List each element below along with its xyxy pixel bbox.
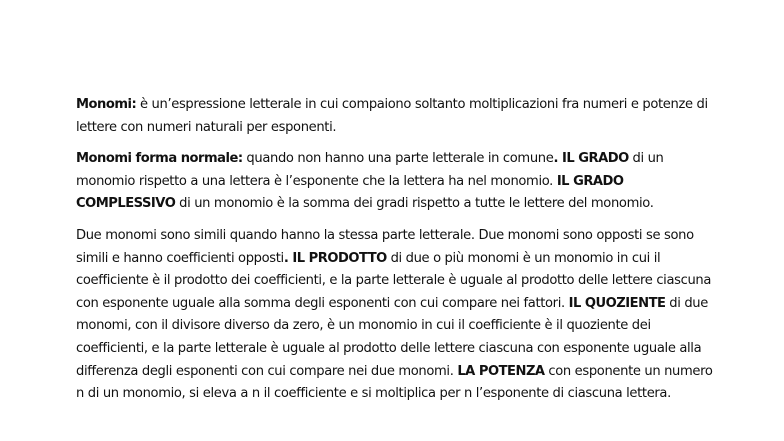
term-il-grado-complessivo: IL GRADO COMPLESSIVO	[76, 173, 624, 212]
document-body	[76, 94, 716, 415]
text-segment: quando non hanno una parte letterale in comune	[242, 151, 554, 167]
paragraph-forma-normale	[76, 148, 716, 216]
term-il-prodotto: . IL PRODOTTO	[283, 250, 387, 266]
term-il-quoziente: IL QUOZIENTE	[568, 295, 666, 311]
paragraph-monomi	[76, 94, 716, 139]
term-monomi: Monomi:	[76, 97, 137, 112]
term-la-potenza: LA POTENZA	[457, 363, 545, 379]
term-monomi-forma-normale: Monomi forma normale:	[76, 151, 243, 167]
definition-monomi: è un’espressione letterale in cui compaiono soltanto moltiplicazioni fra numeri e potenze di lettere con numeri naturali per esponenti.	[76, 97, 708, 135]
text-segment: Due monomi sono simili quando hanno la stessa parte letterale. Due monomi sono opposti se sono simili e hanno coefficienti opposti	[76, 227, 694, 266]
text-segment: di un monomio è la somma dei gradi rispetto a tutte le lettere del monomio.	[175, 196, 654, 212]
text-segment: con esponente un numero n di un monomio, si eleva a n il coefficiente e si moltiplica per n l’esponente di ciascuna lettera.	[76, 363, 713, 402]
text-segment: di due o più monomi è un monomio in cui il coefficiente è il prodotto dei coefficienti, e la parte letterale è uguale al prodotto delle lettere ciascuna con esponente uguale alla somma degli esponenti con cui compare nei fattori.	[76, 250, 712, 311]
term-il-grado: . IL GRADO	[553, 151, 629, 167]
paragraph-monomi-simili	[76, 225, 716, 406]
text-segment: di un monomio rispetto a una lettera è l’esponente che la lettera ha nel monomio.	[76, 151, 664, 189]
text-segment: di due monomi, con il divisore diverso da zero, è un monomio in cui il coefficiente è il quoziente dei coefficienti, e la parte letterale è uguale al prodotto delle lettere ciascuna con esponente uguale alla differenza degli esponenti con cui compare nei due monomi.	[76, 295, 708, 379]
